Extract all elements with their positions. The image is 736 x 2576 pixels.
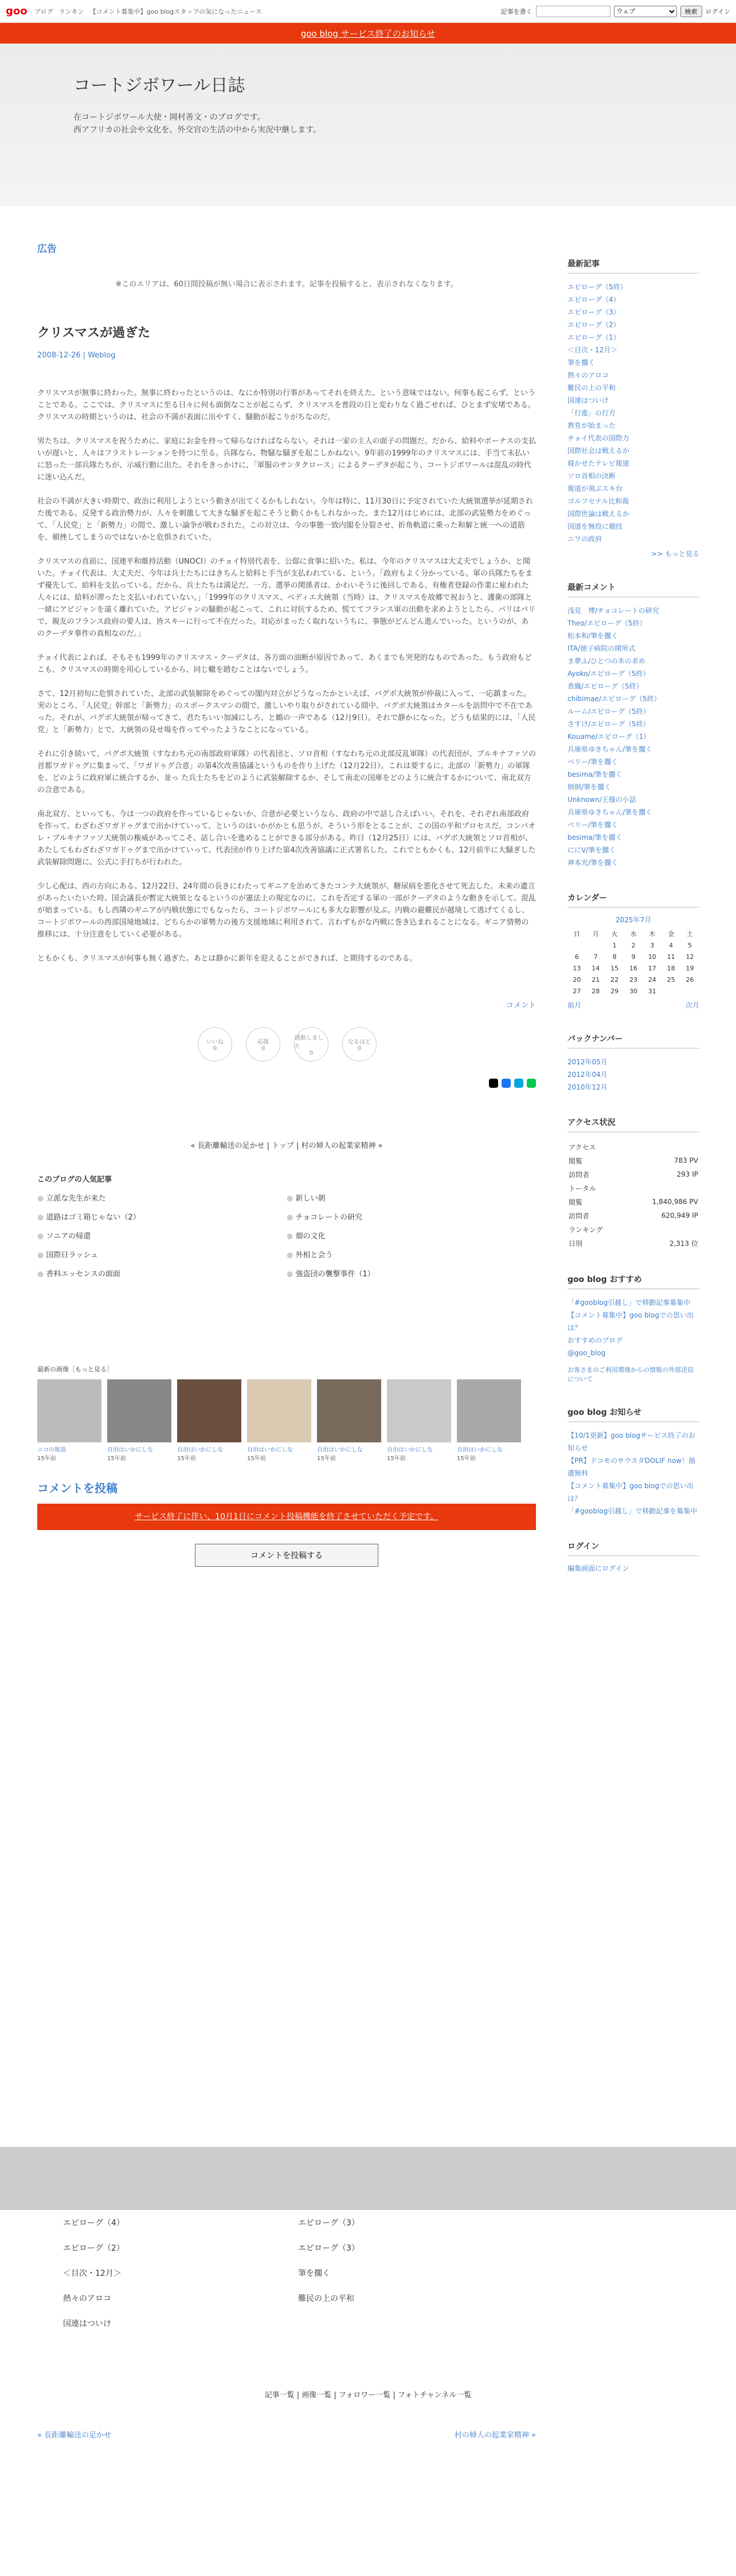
reaction-like-button[interactable] <box>198 1027 232 1061</box>
bottom-link[interactable]: 難民の上の平和 <box>298 2294 354 2303</box>
thumb-age: 15年前 <box>37 1456 56 1462</box>
footer-nav[interactable]: 記事一覧 | 画像一覧 | フォロワー一覧 | フォトチャンネル一覧 <box>264 2391 472 2400</box>
recent-post-item[interactable]: 国連はついけ <box>567 396 609 404</box>
reaction-label: 応援 <box>257 1039 269 1045</box>
recent-comment-item[interactable]: Kouame/エピローグ（1） <box>567 733 651 741</box>
thumb-age: 15年前 <box>177 1456 196 1462</box>
calendar-date: 31 <box>648 987 656 995</box>
calendar-table <box>567 928 699 997</box>
next-post-link[interactable]: 村の婦人の起業家精神 » <box>454 2431 536 2440</box>
access-cell: 1,840,986 PV <box>652 1198 698 1206</box>
recent-comments-heading: 最新コメント <box>567 581 699 597</box>
popular-item[interactable]: ● ソニアの帰還 <box>37 1230 287 1241</box>
calendar-date: 5 <box>688 941 692 949</box>
calendar-date: 17 <box>648 964 656 972</box>
main-column <box>37 241 536 1567</box>
image-thumb[interactable] <box>457 1379 521 1462</box>
reaction-count: 0 <box>213 1045 217 1052</box>
reaction-label: いいね <box>206 1039 224 1045</box>
facebook-share-icon[interactable] <box>502 1079 511 1088</box>
thumb-image <box>457 1379 521 1442</box>
popular-heading: このブログの人気記事 <box>37 1175 112 1184</box>
share-buttons <box>37 1079 536 1088</box>
calendar-date: 3 <box>650 941 655 949</box>
recent-comment-item[interactable]: 松本和/筆を擱く <box>567 632 618 640</box>
calendar-date: 15 <box>610 964 619 972</box>
recent-comment-item[interactable]: Theo/エピローグ（5終） <box>567 619 647 627</box>
recent-post-item[interactable]: 教育が始まった <box>567 422 616 430</box>
search-input[interactable] <box>536 6 610 17</box>
goo-logo[interactable]: goo <box>6 5 28 17</box>
calendar-day-header: 木 <box>649 930 656 938</box>
bottom-link[interactable]: エピローグ（3） <box>298 2244 359 2253</box>
calendar-date: 8 <box>612 953 617 961</box>
line-share-icon[interactable] <box>527 1079 536 1088</box>
access-heading: アクセス状況 <box>567 1116 699 1132</box>
nav-ranking[interactable]: ランキン <box>58 7 84 15</box>
notice-item[interactable]: 【コメント募集中】goo blogでの思い出は？ <box>567 1482 694 1503</box>
more-link[interactable]: >> もっと見る <box>651 550 699 558</box>
recommend-heading: goo blog おすすめ <box>567 1273 699 1289</box>
bottom-article-links <box>63 2217 533 2329</box>
recent-post-item[interactable]: 報道が飛ぶスキ台 <box>567 485 623 493</box>
calendar-date: 24 <box>648 976 656 984</box>
ad-text: ※このエリアは、60日間投稿が無い場合に表示されます。記事を投稿すると、表示されなくなります。 <box>115 280 458 289</box>
calendar-date: 25 <box>667 976 675 984</box>
calendar-prev[interactable]: 前月 <box>567 1001 582 1009</box>
calendar <box>567 892 699 1010</box>
thumb-age: 15年前 <box>247 1456 266 1462</box>
backnumber-item[interactable]: 2010年12月 <box>567 1083 608 1091</box>
footer-pager <box>37 2429 536 2440</box>
access-cell: 訪問者 <box>569 1212 590 1220</box>
image-thumb[interactable] <box>317 1379 381 1462</box>
reaction-count: 0 <box>309 1049 314 1056</box>
popular-item[interactable]: ● チョコレートの研究 <box>287 1211 536 1222</box>
blog-title[interactable]: コートジボワール日誌 <box>73 76 245 96</box>
image-thumb[interactable] <box>387 1379 451 1462</box>
calendar-date: 29 <box>610 987 619 995</box>
calendar-date: 27 <box>573 987 581 995</box>
bottom-link[interactable]: エピローグ（4） <box>63 2219 124 2228</box>
reaction-label: 感動しました <box>295 1035 323 1050</box>
recommend-item[interactable]: 「#gooblog引越し」で移動記事募集中 <box>567 1299 691 1307</box>
access-cell <box>624 1140 698 1153</box>
login-edit-link[interactable]: 編集画面にログイン <box>567 1564 629 1572</box>
post-article-link[interactable]: 記事を書く <box>500 7 533 15</box>
thumb-age: 15年前 <box>317 1456 336 1462</box>
access-cell: 日別 <box>569 1239 583 1248</box>
blog-description-2: 西アフリカの社会や文化を、外交官の生活の中から実況中継します。 <box>73 125 322 135</box>
popular-item[interactable]: ● 立派な先生が来た <box>37 1192 287 1203</box>
search-scope-select[interactable] <box>614 6 677 17</box>
calendar-date <box>586 939 605 951</box>
popular-item[interactable]: ● 道路はゴミ箱じゃない（2） <box>37 1211 287 1222</box>
post-paragraph: 社会の不満が大きい時期で、政治に利用しようという動きが出てくるかもしれない。今年は特に、11月30日に予定されていた大統領選挙が延期された後である。反発する政治勢力が、人々を刺激して大きな騒ぎを起こそうと動くかもしれなかった。また12月はじめには、北部の武装勢力をめぐって、「人民党」と「新勢力」の間で、激しい論争が戦わされた。この対立は、今の事態一致内閣を分裂させ、折角軌道に乗った和解と統一への道筋を、頓挫してしまうのではないかと危惧されていた。 <box>37 497 533 542</box>
bottom-link[interactable]: エピローグ（2） <box>63 2244 124 2253</box>
login-heading: ログイン <box>567 1540 699 1556</box>
recent-post-item[interactable]: 熱々のアロコ <box>567 371 609 379</box>
recent-comment-item[interactable]: ベリー/筆を擱く <box>567 758 618 766</box>
notice-item[interactable]: 【10/1更新】goo blogサービス終了のお知らせ <box>567 1431 695 1452</box>
post-title[interactable]: クリスマスが過ぎた <box>37 326 151 340</box>
popular-item[interactable]: ● 畑の文化 <box>287 1230 536 1241</box>
thumb-caption: 自治はいかにしな <box>177 1447 223 1453</box>
reaction-indeed-button[interactable] <box>342 1027 377 1061</box>
calendar-month: 2025年7月 <box>615 916 652 924</box>
recent-comment-item[interactable]: ま夢ふ/ひとつの木の求め <box>567 657 645 665</box>
access-cell: アクセス <box>569 1143 596 1151</box>
recent-post-item[interactable]: エピローグ（5終） <box>567 283 627 291</box>
post-comment-button[interactable]: コメントを投稿する <box>195 1544 378 1567</box>
post-paragraph: クリスマスが無事に終わった。無事に終わったというのは、なにか特別の行事があってそれを終えた、という意味ではない。何事も起こらず、ということである。ここでは、クリスマスに至る日々に何も面倒なことが起こらず、クリスマスを普段の日と変わりなく過ごせれば、ひとまず安堵である。クリスマスの時期というのは、社会の不満が表面に出やすく、騒動が起こりがちなのだ。 <box>37 389 536 422</box>
notice-item[interactable]: 【PR】ドコモのサウスダDOLIF now！抽選無料 <box>567 1457 696 1477</box>
popular-item[interactable]: ● 外相と会う <box>287 1249 536 1260</box>
calendar-date: 7 <box>593 953 598 961</box>
calendar-date <box>661 985 680 997</box>
thumb-image <box>177 1379 241 1442</box>
recent-comment-item[interactable]: 神本光/筆を擱く <box>567 859 618 867</box>
thumb-age: 15年前 <box>387 1456 406 1462</box>
privacy-note[interactable]: お客さまのご利用環境からの情報の外部送信について <box>567 1366 694 1383</box>
thumb-caption: 自治はいかにしな <box>387 1447 433 1453</box>
post-paragraph: クリスマスの直前に、国連平和維持活動（UNOCI）のチョイ特別代表を、公邸に食事に招いた。私は、今年のクリスマスは大丈夫でしょうか、と聞いた。チョイ代表は、大丈夫だ、今年は兵士たちにはきちんと給料と手当が支払われている、という。「政府もよく分かっている。軍の兵隊たちをまず優先して、給料を支払っている。だから、兵士たちは満足だ。一方、選挙の関係者は、かわいそうに後回しである。有権者登録の作業に雇われた人々には、給料が滞ったと支払いわれていない。」「1999年のクリスマス、ベディエ大統領（当時）は、クリスマスを故郷で祝おうと、護衛の部隊と一緒にアビジャンを遠く離れていた。アビジャンの騒動が起こって、これに対抗するため、慌ててフランス軍の出動を求めようとしたら、パリはバリで、親友のフランス政府の要人は、皆スキーに行って不在だった。対応がまったく取れないうちに、事態がどんどん進んでいった。というのが、あのクーデタ事件の真相なのだ。」 <box>37 557 536 638</box>
comment-post-heading: コメントを投稿 <box>37 1481 118 1495</box>
calendar-day-header: 火 <box>611 930 618 938</box>
thumb-caption: 自治はいかにしな <box>247 1447 293 1453</box>
thumb-caption: 自治はいかにしな <box>107 1447 153 1453</box>
recent-comment-item[interactable]: 香織/エピローグ（5終） <box>567 682 643 690</box>
recent-post-item[interactable]: 寝かせたテレビ報道 <box>567 459 629 467</box>
search-button[interactable]: 検索 <box>680 6 702 17</box>
thumb-caption: 自治はいかにしな <box>317 1447 363 1453</box>
calendar-heading: カレンダー <box>567 892 699 908</box>
reaction-moved-button[interactable] <box>294 1027 328 1061</box>
post-paragraph: チョイ代表によれば、そもそも1999年のクリスマス・クーデタは、各方面の油断が原因であって、あくまでも突発的なものであった。もう政府もどこも、クリスマスの時期を用心しているから、同じ轍を踏むことはないでしょう。 <box>37 654 533 674</box>
post-paragraph: それに引き続いて、バグボ大統領（すなわち元の南部政府軍隊）の代表団と、ソロ首相（すなわち元の北部反乱軍隊）の代表団が、ブルキナファソの首都ワガドゥグに集まって、「ワガドゥグ合意」の第4次改善協議というものを作り上げた（12月22日）。これは要するに、北部の「新勢力」の軍隊を、どのように政府軍に統合するか、並っ た兵士たちをどのように武装解除するか、そして南北の国庫をどのように統合するかについて、南北双方の合意である。 <box>37 750 536 795</box>
recent-comment-item[interactable]: ベリー/筆を擱く <box>567 821 618 829</box>
calendar-date: 23 <box>629 976 637 984</box>
access-cell: トータル <box>569 1184 597 1193</box>
comment-end-notice[interactable]: サービス終了に伴い、10月1日にコメント投稿機能を終了させていただく予定です。 <box>37 1504 536 1530</box>
notices-heading: goo blog お知らせ <box>567 1406 699 1422</box>
recent-comment-item[interactable]: さすけ/エピローグ（5終） <box>567 720 650 728</box>
recent-comments-list <box>567 604 699 869</box>
recent-post-item[interactable]: 国際社会は戦えるか <box>567 447 630 455</box>
reaction-count: 0 <box>261 1045 265 1052</box>
bottom-link[interactable]: 熱々のアロコ <box>63 2294 111 2303</box>
thumb-age: 15年前 <box>107 1456 126 1462</box>
post-paragraph: さて、12月初旬に危惧されていた、北部の武装解除をめぐっての閣内対立がどうなったかといえば、バグボ大統領が仲裁に入って、一応鎮まった。実のところ、「人民党」幹部と「新勢力」のスポークスマンの間で、激しいやり取りがされている間中、バグボ大統領はカタールを訪問中で不在であった。それが、バグボ大統領が帰ってきて、君たちいい加減にしろ、と鶴の一声である（12月9日）。それで静かになった。どうも結果的には、「人民党」と「新勢力」とで、大統領の見せ場を作ってやったようなことになっている。 <box>37 690 536 734</box>
calendar-date: 22 <box>610 976 619 984</box>
calendar-date: 18 <box>667 964 675 972</box>
recent-post-item[interactable]: エピローグ（1） <box>567 333 620 341</box>
blog-description: 在コートジボワール大使・岡村善文・のブログです。 <box>73 113 265 122</box>
ad-area <box>37 241 536 289</box>
recent-post-item[interactable]: ゴルフセナル比和裁 <box>567 497 629 505</box>
calendar-date: 28 <box>592 987 600 995</box>
reaction-cheer-button[interactable] <box>246 1027 280 1061</box>
recent-comment-item[interactable]: ににV/筆を擱く <box>567 846 616 854</box>
backnumber-heading: バックナンバー <box>567 1033 699 1049</box>
post-date[interactable]: 2008-12-26 | Weblog <box>37 351 116 360</box>
recent-comment-item[interactable]: Ayoko/エピローグ（5終） <box>567 670 650 678</box>
thumb-caption: ニコの報道 <box>37 1447 66 1453</box>
access-cell <box>624 1223 698 1236</box>
calendar-date: 21 <box>592 976 600 984</box>
recommend-item[interactable]: おすすめのブログ <box>567 1336 623 1344</box>
post-pager[interactable]: « 長距離輸送の足かせ | トップ | 村の婦人の起業家精神 » <box>190 1142 383 1150</box>
recent-post-item[interactable]: 「行進」の行方 <box>567 409 616 417</box>
access-cell: 783 PV <box>674 1157 698 1165</box>
reaction-count: 0 <box>357 1045 362 1052</box>
bottom-link[interactable]: ＜目次・12月＞ <box>63 2269 122 2278</box>
access-cell: ランキング <box>569 1225 603 1234</box>
recent-post-item[interactable]: 難民の上の平和 <box>567 384 616 392</box>
nav-blog[interactable]: ブログ <box>34 7 53 15</box>
recent-comment-item[interactable]: ITA/徳子病院の開所式 <box>567 644 636 652</box>
recent-post-item[interactable]: エピローグ（2） <box>567 321 620 329</box>
image-thumb[interactable] <box>177 1379 241 1462</box>
popular-posts <box>37 1173 536 1279</box>
popular-item[interactable]: ● 強盗団の襲撃事件（1） <box>287 1268 536 1279</box>
recommend-item[interactable]: @goo_blog <box>567 1349 606 1357</box>
calendar-date: 14 <box>592 964 600 972</box>
calendar-date <box>567 939 586 951</box>
gray-band <box>0 2147 736 2210</box>
popular-item[interactable]: ● 香料エッセンスの面面 <box>37 1268 287 1279</box>
recent-comment-item[interactable]: Unknown/王様の小話 <box>567 796 636 804</box>
recent-comment-item[interactable]: 倒倒/筆を擱く <box>567 783 612 791</box>
post-paragraph: 男たちは、クリスマスを祝うために、家庭にお金を持って帰らなければならない。それは一家の主人の面子の問題だ。だから、給料やボーナスの支払いが遅いと、人々はフラストレーションを持つに至る。兵隊なら、物騒な騒ぎを起こしかねない。9年前の1999年のクリスマスには、手当て未払いに怒った一部兵隊たちが、示威行動に出た。それをきっかけに、「軍服のサンタクロース」によるクーデタが起こり、コートジボワールは混乱の時代に迷い込んだ。 <box>37 437 536 482</box>
access-cell: 293 IP <box>676 1170 698 1178</box>
recent-comment-item[interactable]: besima/筆を擱く <box>567 770 623 778</box>
calendar-date: 12 <box>686 953 694 961</box>
recent-images-heading[interactable]: 最新の画像［もっと見る］ <box>37 1366 113 1373</box>
bottom-link[interactable]: 筆を擱く <box>298 2269 330 2278</box>
login-link[interactable]: ログイン <box>705 7 730 15</box>
top-bar <box>0 0 736 23</box>
recommend-item[interactable]: 【コメント募集中】goo blogでの思い出は？ <box>567 1311 694 1332</box>
calendar-next[interactable]: 次月 <box>685 1001 699 1009</box>
access-cell: 訪問者 <box>569 1170 590 1179</box>
reaction-label: なるほど <box>348 1039 371 1045</box>
recent-posts-heading: 最新記事 <box>567 258 699 274</box>
recent-comment-item[interactable]: ルーム/エピローグ（5終） <box>567 707 650 715</box>
recent-post-item[interactable]: エピローグ（3） <box>567 308 620 316</box>
recent-post-item[interactable]: ソロ首相の決断 <box>567 472 616 480</box>
thumb-image <box>37 1379 101 1442</box>
recent-comment-item[interactable]: chibimae/エピローグ（5終） <box>567 695 661 703</box>
blog-header <box>0 44 736 206</box>
popular-item[interactable]: ● 国際日ラッシュ <box>37 1249 287 1260</box>
access-cell: 閲覧 <box>569 1198 583 1206</box>
recent-post-item[interactable]: チョイ代表の国際力 <box>567 434 629 442</box>
image-thumb[interactable] <box>247 1379 311 1462</box>
calendar-date: 11 <box>667 953 675 961</box>
calendar-day-header: 金 <box>668 930 675 938</box>
post-paragraph: ともかくも、クリスマスが何事も無く過ぎた。あとは静かに新年を迎えることができれば、と期待するのである。 <box>37 954 417 963</box>
calendar-date: 9 <box>631 953 636 961</box>
recent-post-item[interactable]: ＜目次・12月＞ <box>567 346 618 354</box>
calendar-date: 26 <box>686 976 694 984</box>
notice-item[interactable]: 「#gooblog引越し」で移動記事を募集中 <box>567 1507 698 1515</box>
sidebar <box>567 258 699 1596</box>
backnumber-item[interactable]: 2012年05月 <box>567 1058 608 1066</box>
calendar-date: 13 <box>573 964 581 972</box>
thumb-image <box>317 1379 381 1442</box>
recent-post-item[interactable]: 国際世論は戦えるか <box>567 510 630 518</box>
access-cell <box>624 1182 698 1194</box>
image-thumb[interactable] <box>37 1379 101 1462</box>
calendar-date: 6 <box>574 953 579 961</box>
recent-post-item[interactable]: 国道を無役に競技 <box>567 522 623 530</box>
access-cell: 620,949 IP <box>661 1212 698 1220</box>
calendar-day-header: 日 <box>573 930 580 938</box>
service-end-notice[interactable]: goo blog サービス終了のお知らせ <box>0 23 736 44</box>
ad-heading: 広告 <box>37 243 57 255</box>
reactions <box>37 1027 536 1061</box>
hatena-share-icon[interactable] <box>514 1079 523 1088</box>
thumb-age: 15年前 <box>457 1456 476 1462</box>
post-paragraph: 南北双方、といっても、今は一つの政府を作っているじゃないか、合意が必要というなら、政府の中で話し合えばいい。それを、それぞれ南部政府を作って、わざわざワガドゥグまで出かけていって、というのはいかがかとも思うが、そういう形をとることが、この国の平和プロセスだ。コンパオレ・ブルキナファソ大統領の権威があってこそ、話し合いを進めることができる部分がある。昨日（12月25日）には、バグボ大統領とソロ首相が、あたしてもわざわざワガドゥグまで出かけていって、代表団が作り上げた第4次改善協議に正式署名した。これでともかくも、12月前半に大騒ぎした武装解除問題に、公式に手打ちが行われた。 <box>37 810 536 867</box>
backnumber-item[interactable]: 2012年04月 <box>567 1071 608 1079</box>
calendar-date: 30 <box>629 987 637 995</box>
calendar-date: 10 <box>648 953 656 961</box>
access-table <box>567 1139 699 1250</box>
recent-images <box>37 1364 536 1462</box>
thumb-image <box>107 1379 171 1442</box>
comment-post-section <box>37 1479 536 1567</box>
access-cell: 2,313 位 <box>669 1239 698 1248</box>
recent-post-item[interactable]: ニワの政府 <box>567 535 602 543</box>
x-share-icon[interactable] <box>489 1079 498 1088</box>
prev-post-link[interactable]: « 長距離輸送の足かせ <box>37 2431 112 2440</box>
recent-comment-item[interactable]: besima/筆を擱く <box>567 833 623 841</box>
recent-comment-item[interactable]: 浅見 博/チョコレートの研究 <box>567 607 659 615</box>
calendar-date: 16 <box>629 964 637 972</box>
calendar-date <box>680 985 699 997</box>
recent-post-item[interactable]: エピローグ（4） <box>567 296 620 304</box>
recent-comment-item[interactable]: 兵庫県ゆきちゃん/筆を擱く <box>567 745 653 753</box>
thumb-caption: 自治はいかにしな <box>457 1447 503 1453</box>
popular-item[interactable]: ● 新しい朝 <box>287 1192 536 1203</box>
comment-link[interactable]: コメント <box>506 1001 536 1010</box>
post-paragraph: 少し心配は、西の方向にある。12月22日、24年間の長きにわたってギニアを治めてきたコンテ大統領が、糖尿病を悪化させて死去した。未来の遺言があったいたいた時、国会議長が暫定大統領となるというのが憲法上の規定なのに、これを否定する軍の一部がクーデタのような動きを示して、混乱が始まっている。もし西隣のギニアが内戦状態にでもなったら、コートジボワールにも多大な影響が及ぶ。内戦の避難民が越境して逃げてくるし、コートジボワールの西部国境地域は、どちらかの軍勢力の後方支援地域に利用されて、言わずもがな内戦に巻き込まれることになる。ギニア情勢の推移には、十分注意をしていく必要がある。 <box>37 882 536 939</box>
nav-news[interactable]: 【コメント募集中】goo blogスタッフの気になったニュース <box>89 7 262 15</box>
image-thumb[interactable] <box>107 1379 171 1462</box>
recent-post-item[interactable]: 筆を擱く <box>567 359 596 367</box>
calendar-day-header: 月 <box>592 930 599 938</box>
recent-comment-item[interactable]: 兵庫県ゆきちゃん/筆を擱く <box>567 808 653 816</box>
calendar-day-header: 水 <box>630 930 637 938</box>
calendar-date: 1 <box>612 941 617 949</box>
thumb-image <box>387 1379 451 1442</box>
bottom-link[interactable]: 国連はついけ <box>63 2319 111 2329</box>
calendar-date: 20 <box>573 976 581 984</box>
bottom-link[interactable]: エピローグ（3） <box>298 2219 359 2228</box>
calendar-date: 2 <box>631 941 636 949</box>
access-cell: 閲覧 <box>569 1157 583 1165</box>
thumb-image <box>247 1379 311 1442</box>
calendar-date: 4 <box>669 941 674 949</box>
recent-posts-list <box>567 281 699 545</box>
calendar-date: 19 <box>686 964 694 972</box>
calendar-day-header: 土 <box>687 930 694 938</box>
post-body <box>37 387 536 965</box>
